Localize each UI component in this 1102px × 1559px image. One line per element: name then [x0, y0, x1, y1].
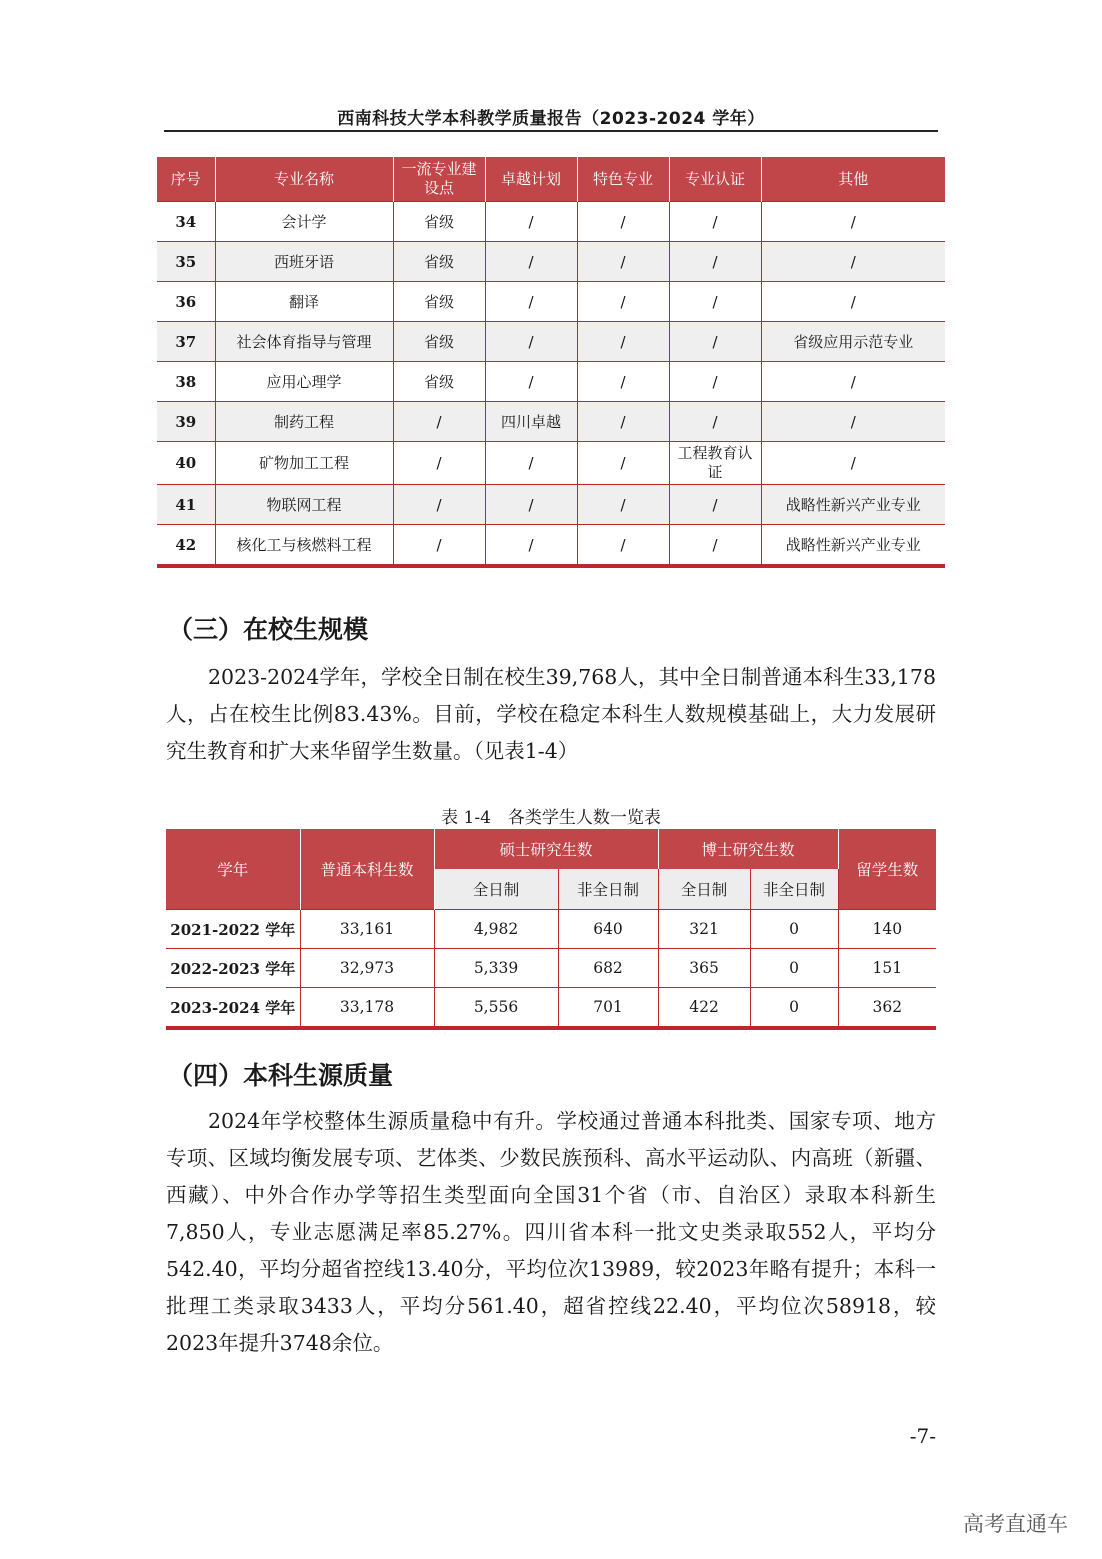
table-cell: 0 [750, 910, 838, 949]
table-cell: / [669, 402, 761, 442]
table-row [157, 485, 945, 525]
col-header-intl: 留学生数 [838, 829, 936, 910]
table-cell: 省级 [393, 202, 485, 242]
table-cell: 战略性新兴产业专业 [761, 525, 945, 567]
table-row [157, 362, 945, 402]
col-header-year: 学年 [166, 829, 300, 910]
table-cell: 战略性新兴产业专业 [761, 485, 945, 525]
table-cell: / [577, 485, 669, 525]
table-row [157, 202, 945, 242]
table-cell: / [485, 485, 577, 525]
table-cell: 32,973 [300, 949, 434, 988]
students-table-body [166, 910, 936, 1029]
table-cell: 321 [658, 910, 750, 949]
col-header-undergrad: 普通本科生数 [300, 829, 434, 910]
table-cell: / [393, 402, 485, 442]
paragraph-source-quality: 2024年学校整体生源质量稳中有升。学校通过普通本科批类、国家专项、地方专项、区域均衡发展专项、艺体类、少数民族预科、高水平运动队、内高班（新疆、西藏）、中外合作办学等招生类型面向全国31个省（市、自治区）录取本科新生7,850人，专业志愿满足率85.27%。四川省本科一批文史类录取552人，平均分542.40，平均分超省控线13.40分，平均位次13989，较2023年略有提升；本科一批理工类录取3433人，平均分561.40，超省控线22.40，平均位次58918，较2023年提升3748余位。 [166, 1109, 936, 1355]
table-cell: 4,982 [434, 910, 558, 949]
col-header-first-class: 一流专业建设点 [393, 157, 485, 202]
table-cell: 2022-2023 学年 [166, 949, 300, 988]
table-cell: 41 [157, 485, 215, 525]
majors-header-row [157, 157, 945, 202]
table-cell: 33,161 [300, 910, 434, 949]
table-cell: 36 [157, 282, 215, 322]
table-cell: / [577, 525, 669, 567]
table-cell: / [761, 402, 945, 442]
table-cell: 工程教育认证 [669, 442, 761, 485]
table-cell: 701 [558, 988, 658, 1029]
table-cell: 34 [157, 202, 215, 242]
table-row [157, 242, 945, 282]
table-cell: / [577, 282, 669, 322]
table-cell: / [669, 485, 761, 525]
table-cell: 会计学 [215, 202, 393, 242]
table-cell: 省级 [393, 242, 485, 282]
table-cell: / [393, 525, 485, 567]
table-caption: 表 1-4 各类学生人数一览表 [441, 808, 661, 828]
table-cell: / [577, 322, 669, 362]
table-cell: / [669, 362, 761, 402]
col-header-certification: 专业认证 [669, 157, 761, 202]
table-row [166, 988, 936, 1029]
header-rule [164, 130, 938, 132]
table-cell: 省级 [393, 362, 485, 402]
table-cell: 省级 [393, 322, 485, 362]
table-cell: 0 [750, 988, 838, 1029]
table-cell: 矿物加工工程 [215, 442, 393, 485]
table-cell: / [669, 322, 761, 362]
table-cell: 0 [750, 949, 838, 988]
table-cell: 42 [157, 525, 215, 567]
table-row [157, 442, 945, 485]
table-cell: 2021-2022 学年 [166, 910, 300, 949]
table-cell: 四川卓越 [485, 402, 577, 442]
table-cell: 物联网工程 [215, 485, 393, 525]
table-row [157, 322, 945, 362]
majors-table [157, 157, 945, 568]
table-cell: 2023-2024 学年 [166, 988, 300, 1029]
table-cell: / [669, 282, 761, 322]
table-cell: / [485, 442, 577, 485]
table-cell: 社会体育指导与管理 [215, 322, 393, 362]
table-cell: / [577, 202, 669, 242]
table-cell: 151 [838, 949, 936, 988]
section-heading-enrollment: （三）在校生规模 [168, 615, 369, 644]
table-cell: 362 [838, 988, 936, 1029]
table-cell: / [669, 242, 761, 282]
col-header-index: 序号 [157, 157, 215, 202]
table-cell: 省级应用示范专业 [761, 322, 945, 362]
watermark: 高考直通车 [963, 1512, 1068, 1536]
table-cell: 核化工与核燃料工程 [215, 525, 393, 567]
col-header-major-name: 专业名称 [215, 157, 393, 202]
table-cell: / [577, 442, 669, 485]
table-cell: 35 [157, 242, 215, 282]
table-cell: / [393, 485, 485, 525]
col-header-doctor-parttime: 非全日制 [750, 869, 838, 910]
table-cell: / [761, 362, 945, 402]
table-cell: 140 [838, 910, 936, 949]
table-row [166, 910, 936, 949]
table-cell: 40 [157, 442, 215, 485]
paragraph-enrollment: 2023-2024学年，学校全日制在校生39,768人，其中全日制普通本科生33,178人，占在校生比例83.43%。目前，学校在稳定本科生人数规模基础上，大力发展研究生教育和扩大来华留学生数量。（见表1-4） [166, 665, 936, 763]
table-cell: / [761, 442, 945, 485]
table-cell: / [669, 202, 761, 242]
table-cell: / [485, 282, 577, 322]
table-cell: 制药工程 [215, 402, 393, 442]
table-cell: 37 [157, 322, 215, 362]
page-number: -7- [909, 1424, 936, 1448]
col-header-master-fulltime: 全日制 [434, 869, 558, 910]
table-row [157, 525, 945, 567]
table-cell: 422 [658, 988, 750, 1029]
section-heading-source-quality: （四）本科生源质量 [168, 1061, 394, 1090]
table-cell: 5,556 [434, 988, 558, 1029]
col-header-doctor: 博士研究生数 [658, 829, 838, 869]
majors-table-body [157, 202, 945, 567]
table-cell: 682 [558, 949, 658, 988]
table-cell: / [669, 525, 761, 567]
running-header: 西南科技大学本科教学质量报告（2023-2024 学年） [337, 109, 765, 129]
table-cell: / [761, 242, 945, 282]
table-cell: / [761, 282, 945, 322]
col-header-excellence-plan: 卓越计划 [485, 157, 577, 202]
table-cell: / [577, 242, 669, 282]
table-row [166, 949, 936, 988]
table-cell: 5,339 [434, 949, 558, 988]
col-header-master-parttime: 非全日制 [558, 869, 658, 910]
table-cell: 省级 [393, 282, 485, 322]
table-cell: 西班牙语 [215, 242, 393, 282]
table-cell: / [577, 402, 669, 442]
table-cell: / [393, 442, 485, 485]
table-cell: / [485, 322, 577, 362]
col-header-other: 其他 [761, 157, 945, 202]
table-cell: / [577, 362, 669, 402]
table-cell: 38 [157, 362, 215, 402]
table-row [157, 282, 945, 322]
table-cell: / [761, 202, 945, 242]
table-cell: 39 [157, 402, 215, 442]
table-cell: 365 [658, 949, 750, 988]
table-row [157, 402, 945, 442]
students-table [166, 829, 936, 1030]
table-cell: / [485, 525, 577, 567]
col-header-master: 硕士研究生数 [434, 829, 658, 869]
students-header-row-1 [166, 829, 936, 869]
table-cell: 640 [558, 910, 658, 949]
table-cell: / [485, 242, 577, 282]
table-cell: 应用心理学 [215, 362, 393, 402]
col-header-doctor-fulltime: 全日制 [658, 869, 750, 910]
table-cell: / [485, 202, 577, 242]
col-header-featured-major: 特色专业 [577, 157, 669, 202]
table-cell: / [485, 362, 577, 402]
table-cell: 33,178 [300, 988, 434, 1029]
table-cell: 翻译 [215, 282, 393, 322]
